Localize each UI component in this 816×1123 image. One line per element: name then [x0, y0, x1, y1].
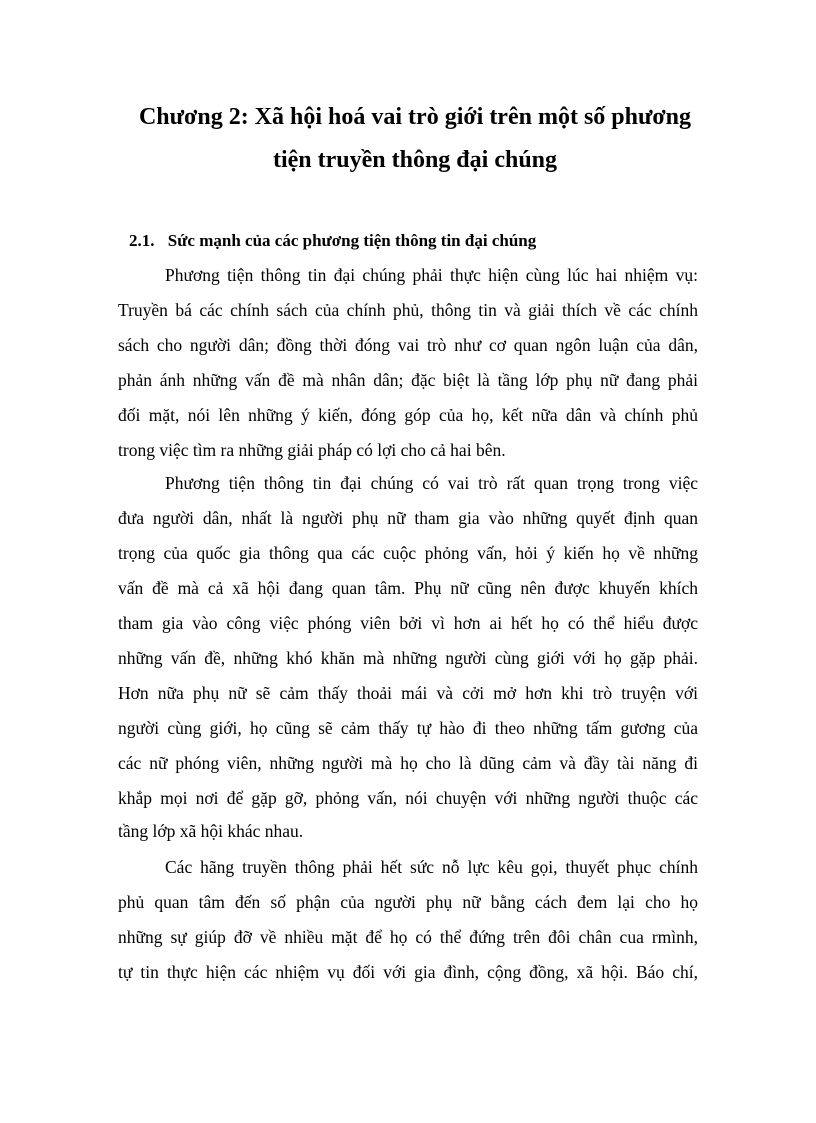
paragraph-line: tham gia vào công việc phóng viên bởi vì hơn ai hết họ có thể hiểu được — [118, 613, 698, 633]
paragraph-line: tầng lớp xã hội khác nhau. — [118, 821, 304, 841]
paragraph-line: Truyền bá các chính sách của chính phủ, thông tin và giải thích về các chính — [118, 300, 698, 320]
paragraph-line: trong việc tìm ra những giải pháp có lợi cho cả hai bên. — [118, 440, 506, 460]
section-number: 2.1. — [129, 231, 155, 250]
chapter-title-line-2: tiện truyền thông đại chúng — [272, 147, 558, 173]
paragraph-line: trọng của quốc gia thông qua các cuộc phỏng vấn, hỏi ý kiến họ về những — [118, 543, 698, 563]
paragraph-line: những sự giúp đỡ về nhiều mặt để họ có thể đứng trên đôi chân cua rmình, — [118, 927, 698, 947]
paragraph-line: vấn đề mà cả xã hội đang quan tâm. Phụ nữ cũng nên được khuyến khích — [118, 578, 698, 598]
paragraph-line: khắp mọi nơi để gặp gỡ, phỏng vấn, nói chuyện với những người thuộc các — [118, 788, 698, 808]
section-title: Sức mạnh của các phương tiện thông tin đại chúng — [167, 231, 537, 250]
paragraph-line: người cùng giới, họ cũng sẽ cảm thấy tự hào đi theo những tấm gương của — [118, 718, 698, 738]
paragraph-line: đưa người dân, nhất là người phụ nữ tham gia vào những quyết định quan — [118, 508, 698, 528]
paragraph-line: Hơn nữa phụ nữ sẽ cảm thấy thoải mái và cởi mở hơn khi trò truyện với — [118, 683, 698, 703]
paragraph-line: phản ánh những vấn đề mà nhân dân; đặc biệt là tầng lớp phụ nữ đang phải — [118, 370, 698, 390]
paragraph-line: Phương tiện thông tin đại chúng phải thực hiện cùng lúc hai nhiệm vụ: — [165, 265, 698, 285]
chapter-title-line-1: Chương 2: Xã hội hoá vai trò giới trên một số phương — [138, 104, 692, 130]
paragraph-line: Phương tiện thông tin đại chúng có vai trò rất quan trọng trong việc — [165, 473, 698, 493]
section-heading — [129, 231, 536, 251]
paragraph-line: những vấn đề, những khó khăn mà những người cùng giới với họ gặp phải. — [118, 648, 698, 668]
paragraph-line: các nữ phóng viên, những người mà họ cho là dũng cảm và đầy tài năng đi — [118, 753, 698, 773]
paragraph-line: sách cho người dân; đồng thời đóng vai trò như cơ quan ngôn luận của dân, — [118, 335, 698, 355]
paragraph-line: đối mặt, nói lên những ý kiến, đóng góp của họ, kết nữa dân và chính phủ — [118, 405, 698, 425]
paragraph-line: Các hãng truyền thông phải hết sức nỗ lực kêu gọi, thuyết phục chính — [165, 857, 698, 877]
paragraph-line: phủ quan tâm đến số phận của người phụ nữ bằng cách đem lại cho họ — [118, 892, 698, 912]
paragraph-line: tự tin thực hiện các nhiệm vụ đối với gia đình, cộng đồng, xã hội. Báo chí, — [118, 962, 698, 982]
